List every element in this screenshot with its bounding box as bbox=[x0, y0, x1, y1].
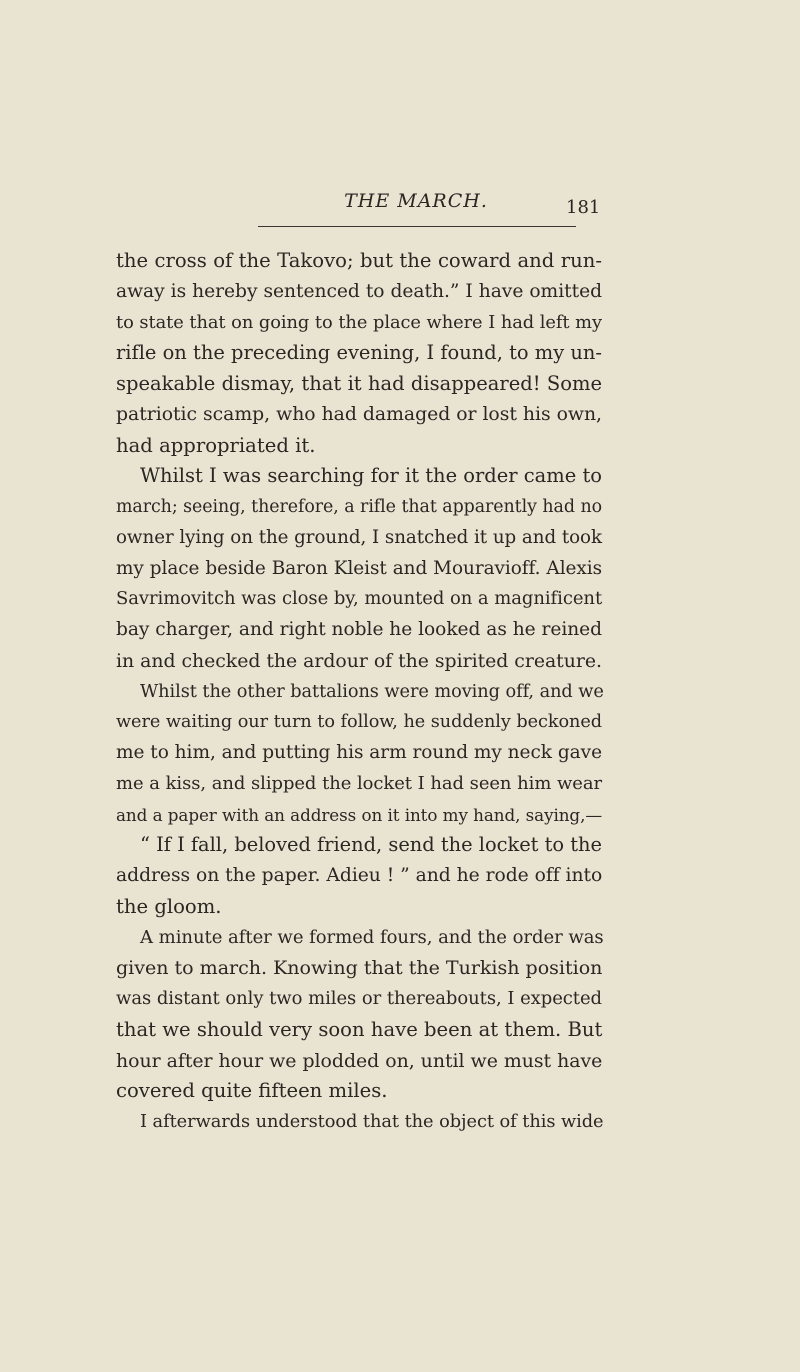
text-line: “ If I fall, beloved friend, send the locket to the bbox=[140, 833, 602, 857]
text-line: me to him, and putting his arm round my neck gave bbox=[116, 742, 603, 763]
text-line: Savrimovitch was close by, mounted on a magnificent bbox=[116, 588, 603, 610]
text-line: given to march. Knowing that the Turkish position bbox=[116, 957, 603, 980]
text-line: in and checked the ardour of the spirited creature. bbox=[116, 649, 602, 672]
page-number: 181 bbox=[566, 197, 601, 218]
text-line: patriotic scamp, who had damaged or lost his own, bbox=[116, 403, 602, 425]
text-line: covered quite fifteen miles. bbox=[116, 1079, 388, 1103]
text-line: that we should very soon have been at them. But bbox=[116, 1017, 603, 1041]
header-rule bbox=[258, 226, 576, 227]
text-line: the cross of the Takovo; but the coward and run- bbox=[116, 249, 602, 272]
text-line: away is hereby sentenced to death.” I have omitted bbox=[116, 280, 602, 302]
running-title: THE MARCH. bbox=[344, 190, 488, 212]
text-line: the gloom. bbox=[116, 894, 222, 918]
text-line: to state that on going to the place where I had left my bbox=[116, 311, 602, 333]
text-line: had appropriated it. bbox=[116, 433, 316, 457]
text-line: speakable dismay, that it had disappeared! Some bbox=[116, 372, 602, 395]
text-line: hour after hour we plodded on, until we must have bbox=[116, 1049, 603, 1072]
text-line: my place beside Baron Kleist and Mouravioff. Alexis bbox=[116, 557, 602, 579]
body-text bbox=[116, 246, 602, 1138]
text-line: address on the paper. Adieu ! ” and he rode off into bbox=[116, 865, 603, 886]
text-line: Whilst I was searching for it the order came to bbox=[140, 464, 602, 488]
text-line: and a paper with an address on it into my hand, saying,— bbox=[116, 804, 602, 825]
text-line: owner lying on the ground, I snatched it up and took bbox=[116, 526, 602, 548]
running-head bbox=[256, 190, 576, 224]
text-line: A minute after we formed fours, and the order was bbox=[140, 926, 604, 948]
text-line: me a kiss, and slipped the locket I had seen him wear bbox=[116, 772, 602, 794]
text-line: I afterwards understood that the object of this wide bbox=[140, 1112, 604, 1132]
text-line: were waiting our turn to follow, he suddenly beckoned bbox=[116, 712, 602, 733]
text-line: rifle on the preceding evening, I found, to my un- bbox=[116, 341, 602, 365]
text-line: march; seeing, therefore, a rifle that apparently had no bbox=[116, 497, 602, 517]
text-line: Whilst the other battalions were moving off, and we bbox=[140, 681, 604, 702]
text-line: was distant only two miles or thereabouts, I expected bbox=[116, 988, 602, 1009]
text-line: bay charger, and right noble he looked as he reined bbox=[116, 619, 603, 640]
